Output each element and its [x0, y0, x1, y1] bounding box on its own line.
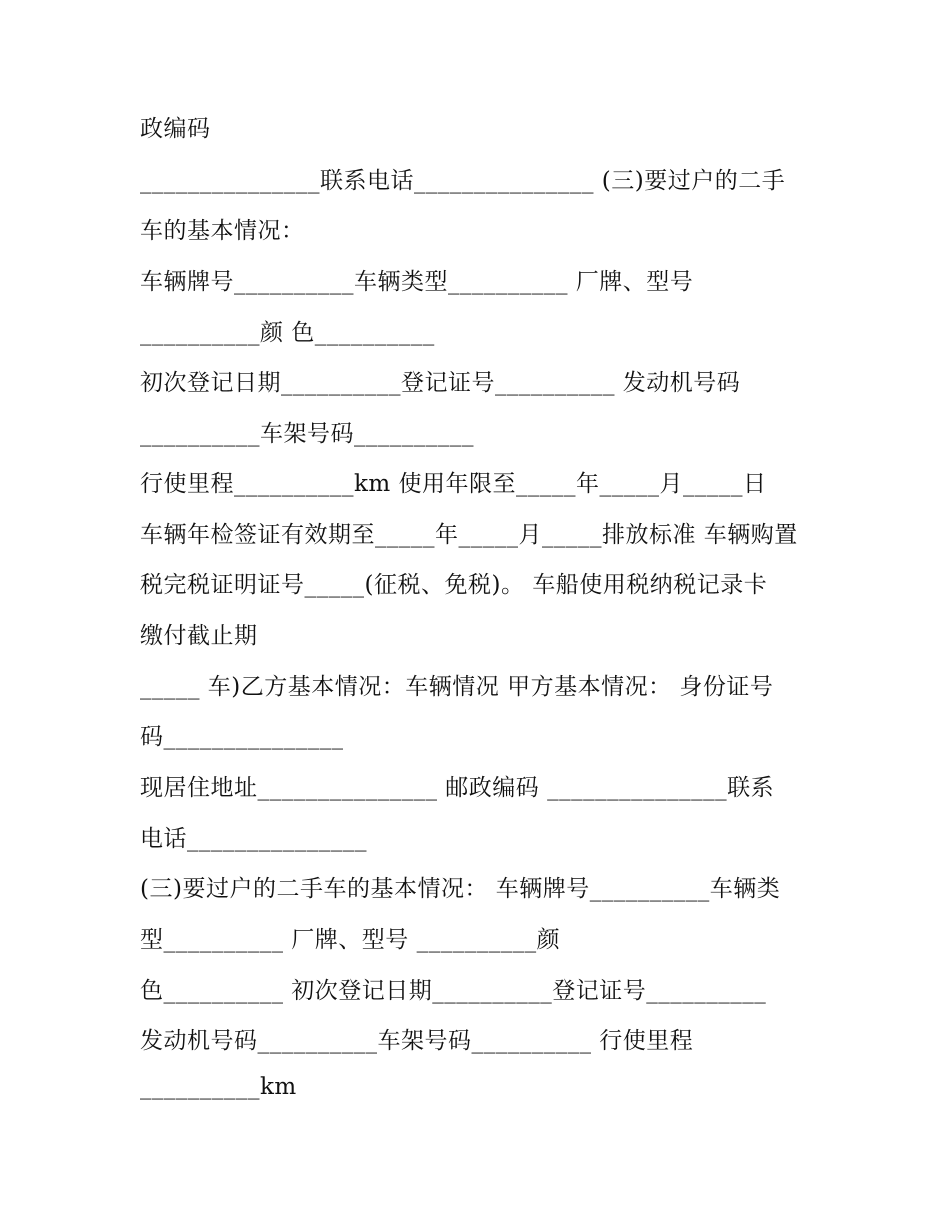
- text-line: 电话_______________: [140, 826, 367, 852]
- text-line: 发动机号码__________车架号码__________ 行使里程: [140, 1028, 694, 1054]
- text-line: 行使里程__________km 使用年限至_____年_____月_____日: [140, 471, 767, 497]
- text-line: __________km: [140, 1074, 297, 1100]
- text-line: 码_______________: [140, 724, 344, 750]
- text-line: 现居住地址_______________ 邮政编码 _______________联系: [140, 775, 775, 801]
- text-line: 色__________ 初次登记日期__________登记证号__________: [140, 978, 767, 1004]
- text-line: _____ 车)乙方基本情况：车辆情况 甲方基本情况： 身份证号: [140, 674, 774, 700]
- text-line: (三)要过户的二手车的基本情况： 车辆牌号__________车辆类: [140, 876, 781, 902]
- text-line: _______________联系电话_______________ (三)要过户的二手: [140, 168, 786, 194]
- text-line: __________车架号码__________: [140, 421, 474, 447]
- text-line: 税完税证明证号_____(征税、免税)。 车船使用税纳税记录卡: [140, 572, 768, 598]
- text-line: 政编码: [140, 116, 211, 142]
- text-line: 缴付截止期: [140, 623, 258, 649]
- text-line: 型__________ 厂牌、型号 __________颜: [140, 927, 561, 953]
- text-line: 初次登记日期__________登记证号__________ 发动机号码: [140, 370, 741, 396]
- text-line: 车辆年检签证有效期至_____年_____月_____排放标准 车辆购置: [140, 522, 798, 548]
- text-line: __________颜 色__________: [140, 320, 435, 346]
- text-line: 车辆牌号__________车辆类型__________ 厂牌、型号: [140, 269, 694, 295]
- text-line: 车的基本情况：: [140, 218, 305, 244]
